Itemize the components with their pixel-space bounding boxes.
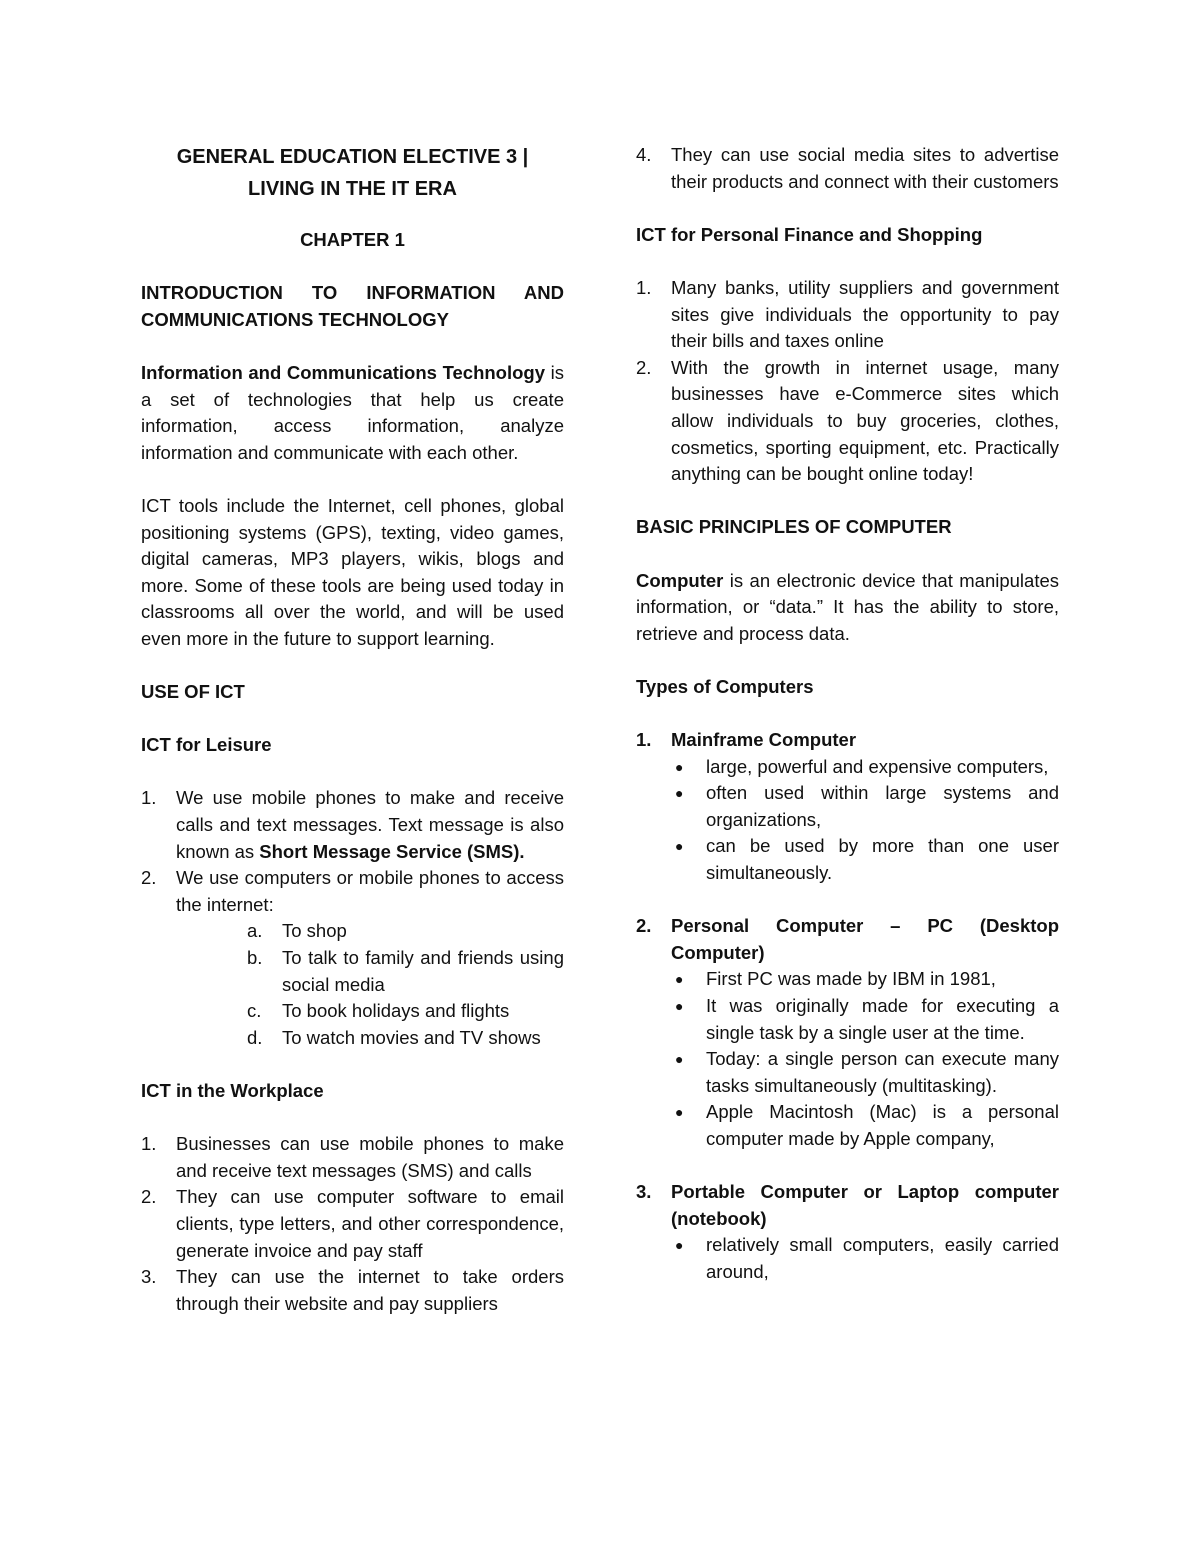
list-item xyxy=(141,1264,564,1317)
bullet-item xyxy=(636,1232,1059,1285)
computer-term: Computer xyxy=(636,569,724,591)
list-number: 4. xyxy=(636,144,652,165)
computer-type-name: Portable Computer or Laptop computer (notebook) xyxy=(671,1181,1059,1229)
list-text: They can use computer software to email clients, type letters, and other correspondence, generate invoice and pay staff xyxy=(176,1186,564,1261)
list-item xyxy=(141,865,564,918)
list-text: We use mobile phones to make and receive calls and text messages. Text message is also known as xyxy=(176,787,564,862)
sms-term: Short Message Service (SMS). xyxy=(259,840,525,862)
intro-heading: INTRODUCTION TO INFORMATION AND COMMUNICATIONS TECHNOLOGY xyxy=(141,282,564,330)
list-number: 2. xyxy=(141,867,157,889)
types-heading: Types of Computers xyxy=(636,675,814,697)
left-column xyxy=(141,0,564,1317)
bullet-icon: ● xyxy=(675,1051,684,1068)
list-number: 2. xyxy=(141,1186,157,1208)
list-text: We use computers or mobile phones to access the internet: xyxy=(176,867,564,915)
right-column xyxy=(636,0,1059,1286)
bullet-icon: ● xyxy=(675,838,684,855)
list-item xyxy=(636,355,1059,488)
sub-list-text: To talk to family and friends using social media xyxy=(282,947,564,995)
finance-heading: ICT for Personal Finance and Shopping xyxy=(636,223,983,245)
list-number: 1. xyxy=(636,276,652,298)
bullet-item xyxy=(636,993,1059,1046)
computer-definition xyxy=(636,568,1059,648)
ict-tools-paragraph: ICT tools include the Internet, cell phones, global positioning systems (GPS), texting, video games, digital cameras, MP3 players, wikis, blogs and more. Some of these tools are being used today in classrooms all over the world, and will be used even more in the future to support learning. xyxy=(141,494,564,649)
sub-list-letter: a. xyxy=(247,920,263,942)
bullet-item xyxy=(636,754,1059,781)
bullet-item xyxy=(636,966,1059,993)
sub-list-item xyxy=(141,918,564,945)
ict-definition-text: is a set of technologies that help us create information, access information, analyze information and communicate with each other. xyxy=(141,361,564,463)
list-item xyxy=(141,1184,564,1264)
list-number: 3. xyxy=(141,1266,157,1288)
leisure-heading: ICT for Leisure xyxy=(141,734,272,756)
list-text: They can use the internet to take orders through their website and pay suppliers xyxy=(176,1266,564,1314)
list-text: They can use social media sites to advertise their products and connect with their customers xyxy=(671,144,1059,192)
bullet-icon: ● xyxy=(675,1104,684,1121)
bullet-icon: ● xyxy=(675,971,684,988)
bullet-item xyxy=(636,1046,1059,1099)
workplace-heading: ICT in the Workplace xyxy=(141,1080,324,1101)
list-text: Many banks, utility suppliers and government sites give individuals the opportunity to pay their bills and taxes online xyxy=(671,276,1059,352)
bullet-text: First PC was made by IBM in 1981, xyxy=(706,968,996,990)
list-text: Businesses can use mobile phones to make and receive text messages (SMS) and calls xyxy=(176,1133,564,1181)
list-number: 1. xyxy=(141,787,157,809)
list-number: 2. xyxy=(636,356,652,378)
list-item xyxy=(636,142,1059,195)
computer-definition-text: is an electronic device that manipulates information, or “data.” It has the ability to store, retrieve and process data. xyxy=(636,569,1059,644)
list-number: 3. xyxy=(636,1181,652,1203)
bullet-text: It was originally made for executing a single task by a single user at the time. xyxy=(706,995,1059,1043)
computer-type-heading xyxy=(636,913,1059,966)
list-number: 1. xyxy=(141,1133,157,1155)
bullet-icon: ● xyxy=(675,758,684,775)
bullet-text: often used within large systems and organizations, xyxy=(706,782,1059,830)
sub-list-item xyxy=(141,945,564,998)
sub-list-text: To shop xyxy=(282,920,347,942)
list-item xyxy=(636,275,1059,355)
bullet-icon: ● xyxy=(675,1237,684,1254)
sub-list-letter: c. xyxy=(247,1000,262,1022)
bullet-icon: ● xyxy=(675,785,684,802)
computer-type-name: Mainframe Computer xyxy=(671,729,857,751)
list-text: With the growth in internet usage, many businesses have e-Commerce sites which allow individuals to buy groceries, clothes, cosmetics, sporting equipment, etc. Practically anything can be bought online today! xyxy=(671,356,1059,485)
sub-list-text: To watch movies and TV shows xyxy=(282,1026,541,1048)
ict-definition xyxy=(141,360,564,466)
sub-list-letter: d. xyxy=(247,1026,263,1048)
ict-definition-term: Information and Communications Technology xyxy=(141,361,546,383)
basic-principles-heading: BASIC PRINCIPLES OF COMPUTER xyxy=(636,516,952,538)
bullet-text: relatively small computers, easily carried around, xyxy=(706,1234,1059,1282)
bullet-item xyxy=(636,833,1059,886)
bullet-text: Today: a single person can execute many tasks simultaneously (multitasking). xyxy=(706,1048,1059,1096)
list-number: 1. xyxy=(636,729,652,751)
sub-list-text: To book holidays and flights xyxy=(282,1000,510,1022)
title-line-2: LIVING IN THE IT ERA xyxy=(248,178,457,200)
sub-list-item xyxy=(141,998,564,1025)
computer-type-heading xyxy=(636,727,1059,754)
list-item xyxy=(141,1131,564,1184)
bullet-text: large, powerful and expensive computers, xyxy=(706,755,1049,777)
bullet-item xyxy=(636,1099,1059,1152)
sub-list-item xyxy=(141,1025,564,1052)
computer-type-heading xyxy=(636,1179,1059,1232)
computer-type-name: Personal Computer – PC (Desktop Computer) xyxy=(671,915,1059,963)
use-of-ict-heading: USE OF ICT xyxy=(141,681,245,703)
document-title xyxy=(141,141,564,205)
bullet-item xyxy=(636,780,1059,833)
bullet-text: can be used by more than one user simultaneously. xyxy=(706,835,1059,884)
chapter-label: CHAPTER 1 xyxy=(300,229,405,250)
list-number: 2. xyxy=(636,915,652,937)
bullet-icon: ● xyxy=(675,998,684,1014)
title-line-1: GENERAL EDUCATION ELECTIVE 3 | xyxy=(176,146,529,168)
bullet-text: Apple Macintosh (Mac) is a personal computer made by Apple company, xyxy=(706,1101,1059,1149)
sub-list-letter: b. xyxy=(247,947,263,969)
list-item xyxy=(141,785,564,865)
